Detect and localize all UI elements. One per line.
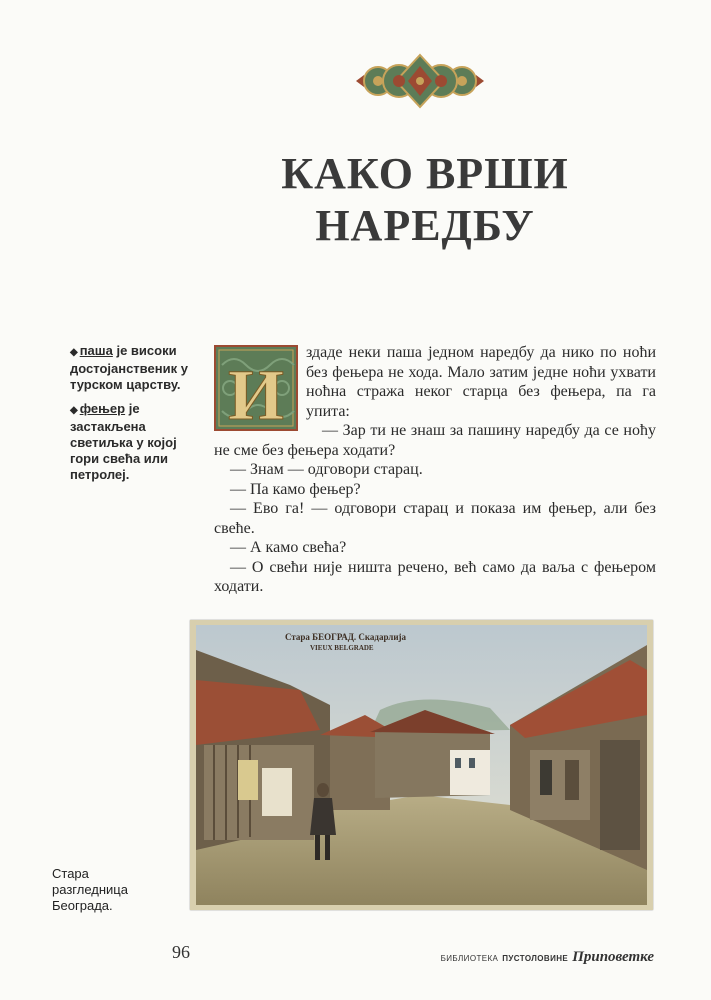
postcard-title: Стара БЕОГРАД. Скадарлија	[285, 632, 406, 642]
page-title	[270, 148, 580, 252]
glossary-term: паша	[79, 343, 113, 358]
postcard-photo	[190, 620, 653, 910]
glossary-item-pasha	[70, 343, 188, 393]
photo-caption: Стара разгледница Београда.	[52, 866, 128, 913]
diamond-bullet-icon: ◆	[70, 347, 78, 358]
dialog-line-4: — Ево га! — одговори старац и показа им фењер, али без свеће.	[214, 500, 656, 537]
footer-series-1: БИБЛИОТЕКА	[440, 954, 499, 963]
glossary-item-lantern	[70, 401, 188, 483]
diamond-bullet-icon: ◆	[70, 405, 78, 416]
dialog-line-3: — Па камо фењер?	[230, 480, 361, 498]
story-text	[214, 343, 656, 597]
ornament-icon	[356, 52, 484, 110]
drop-cap-letter: И	[227, 355, 285, 431]
footer-series-title	[441, 949, 654, 966]
page-number: 96	[172, 942, 190, 962]
glossary-definition: је високи достојанственик у турском царству.	[70, 343, 188, 392]
footer-series-3: Приповетке	[572, 949, 654, 965]
postcard-subtitle: VIEUX BELGRADE	[310, 644, 374, 652]
glossary-sidebar	[70, 343, 188, 491]
dialog-line-2: — Знам — одговори старац.	[230, 461, 423, 478]
story-paragraph: здаде неки паша једном наредбу да нико по ноћи без фењера не хода. Мало затим једне ноћи ухвати ноћна стража неког старца без фењера, па га упита:	[306, 344, 656, 420]
title-line-1: КАКО ВРШИ	[281, 149, 569, 198]
glossary-term: фењер	[79, 401, 126, 416]
drop-cap-initial	[214, 345, 298, 431]
title-line-2: НАРЕДБУ	[315, 201, 535, 250]
dialog-line-5: — А камо свећа?	[230, 539, 347, 556]
dialog-line-6: — О свећи није ништа речено, већ само да ваља с фењером ходати.	[214, 558, 656, 595]
footer-series-2: ПУСТОЛОВИНЕ	[502, 954, 569, 963]
glossary-definition: је застакљена светиљка у којој гори свећа или петролеј.	[70, 401, 177, 482]
dialog-line-1: — Зар ти не знаш за пашину наредбу да се ноћу не сме без фењера ходати?	[214, 422, 656, 459]
